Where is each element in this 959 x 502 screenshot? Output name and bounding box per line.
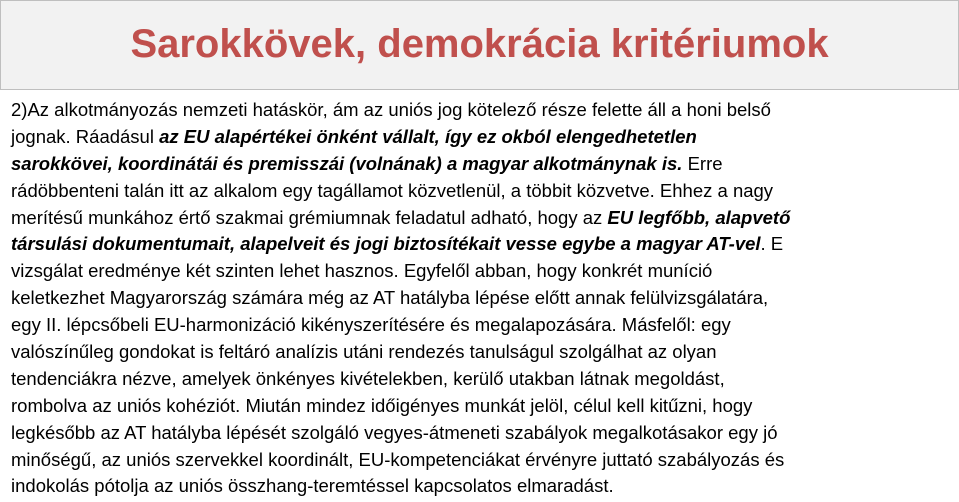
text-segment: . E xyxy=(760,233,784,255)
text-segment: keletkezhet Magyarország számára még az AT hatályba lépése előtt annak felülvizsgálatára, xyxy=(11,287,769,309)
text-line xyxy=(11,205,949,232)
text-line xyxy=(11,124,949,151)
text-segment: vizsgálat eredménye két szinten lehet hasznos. Egyfelől abban, hogy konkrét muníció xyxy=(11,260,713,282)
slide-title: Sarokkövek, demokrácia kritériumok xyxy=(130,22,829,66)
text-line xyxy=(11,178,949,205)
text-line xyxy=(11,231,949,258)
text-line xyxy=(11,258,949,285)
emphasized-text: sarokkövei, koordinátái és premisszái (volnának) a magyar alkotmánynak is. xyxy=(11,152,683,174)
emphasized-text: EU legfőbb, alapvető xyxy=(607,206,791,228)
text-line xyxy=(11,393,949,420)
text-line xyxy=(11,97,949,124)
text-line xyxy=(11,339,949,366)
text-segment: rombolva az uniós kohéziót. Miután mindez időigényes munkát jelöl, célul kell kitűzni, hogy xyxy=(11,394,753,416)
text-segment: egy II. lépcsőbeli EU-harmonizáció kikényszerítésére és megalapozására. Másfelől: egy xyxy=(11,314,731,336)
text-segment: rádöbbenteni talán itt az alkalom egy tagállamot közvetlenül, a többit közvetve. xyxy=(11,179,655,201)
text-line xyxy=(11,366,949,393)
text-segment: minőségű, az uniós szervekkel koordinált, EU-kompetenciákat érvényre juttató szabályozás és xyxy=(11,448,785,470)
emphasized-text: társulási dokumentumait, alapelveit és jogi biztosítékait vesse egybe a magyar AT-vel xyxy=(11,233,761,255)
text-line xyxy=(11,473,949,500)
text-line xyxy=(11,312,949,339)
text-segment: Erre xyxy=(682,152,723,174)
text-line xyxy=(11,420,949,447)
text-segment: 2)Az alkotmányozás nemzeti hatáskör, ám az uniós jog kötelező része felette áll a honi belső xyxy=(11,99,771,120)
text-line xyxy=(11,285,949,312)
body-text xyxy=(11,97,949,500)
text-segment: tendenciákra nézve, amelyek önkényes kivételekben, kerülő utakban látnak megoldást, xyxy=(11,367,725,389)
text-segment: Ehhez a nagy xyxy=(654,179,774,201)
text-segment: legkésőbb az AT hatályba lépését szolgáló vegyes-átmeneti szabályok megalkotásakor egy jó xyxy=(11,421,778,443)
text-line xyxy=(11,447,949,474)
text-segment: indokolás pótolja az uniós összhang-teremtéssel kapcsolatos elmaradást. xyxy=(11,475,614,497)
emphasized-text: az EU alapértékei önként vállalt, így ez okból elengedhetetlen xyxy=(159,125,697,147)
text-segment: valószínűleg gondokat is feltáró analízis utáni rendezés tanulságul szolgálhat az olyan xyxy=(11,341,717,363)
text-line xyxy=(11,151,949,178)
text-segment: jognak. Ráadásul xyxy=(11,125,160,147)
text-segment: merítésű munkához értő szakmai grémiumnak feladatul adható, hogy az xyxy=(11,206,608,228)
